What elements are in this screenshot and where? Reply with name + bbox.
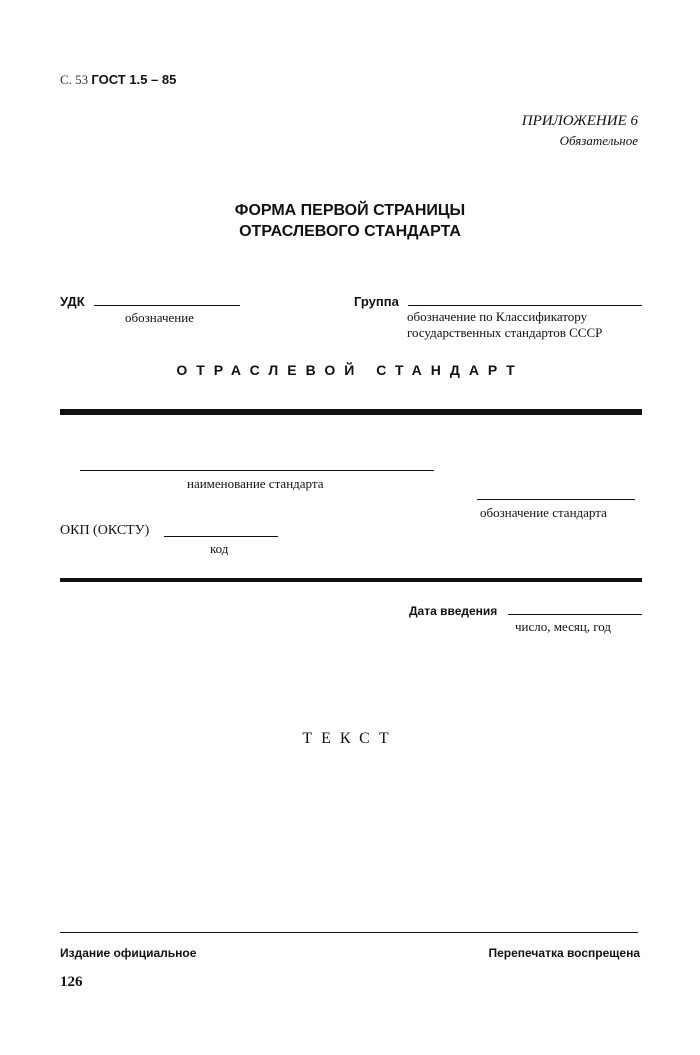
standard-designation-line	[477, 499, 635, 500]
page-number: 126	[60, 974, 83, 990]
intro-date-label: Дата введения	[409, 604, 498, 618]
intro-date-caption: число, месяц, год	[515, 619, 612, 634]
page-header	[60, 72, 176, 88]
group-label: Группа	[354, 294, 399, 309]
intro-date-line	[508, 614, 642, 615]
footer-divider	[60, 932, 638, 933]
okp-field-line	[164, 536, 278, 537]
okp-label: ОКП (ОКСТУ)	[60, 523, 150, 538]
divider	[60, 578, 642, 582]
form-title-line-1: ФОРМА ПЕРВОЙ СТРАНИЦЫ	[234, 202, 466, 219]
okp-caption: код	[210, 541, 229, 556]
udk-field-line	[94, 305, 240, 306]
thick-divider	[60, 409, 642, 415]
document-code: ГОСТ 1.5 – 85	[91, 72, 177, 87]
standard-name-line	[80, 470, 434, 471]
group-caption	[407, 309, 602, 341]
standard-type-heading: ОТРАСЛЕВОЙ СТАНДАРТ	[176, 362, 524, 378]
page-reference: С. 53	[60, 72, 89, 87]
footer-reprint-prohibited: Перепечатка воспрещена	[488, 946, 640, 960]
udk-caption: обозначение	[125, 310, 194, 325]
group-field-line	[408, 305, 642, 306]
udk-label: УДК	[60, 294, 85, 309]
form-title	[0, 200, 700, 242]
footer-official-edition: Издание официальное	[60, 946, 197, 960]
appendix-title: ПРИЛОЖЕНИЕ 6	[521, 113, 638, 129]
standard-designation-caption: обозначение стандарта	[480, 505, 607, 520]
form-title-line-2: ОТРАСЛЕВОГО СТАНДАРТА	[239, 223, 461, 240]
body-text-placeholder: ТЕКСТ	[302, 730, 398, 747]
group-caption-line-2: государственных стандартов СССР	[407, 325, 603, 340]
appendix-status: Обязательное	[559, 133, 638, 148]
standard-name-caption: наименование стандарта	[187, 476, 324, 491]
group-caption-line-1: обозначение по Классификатору	[407, 309, 588, 324]
